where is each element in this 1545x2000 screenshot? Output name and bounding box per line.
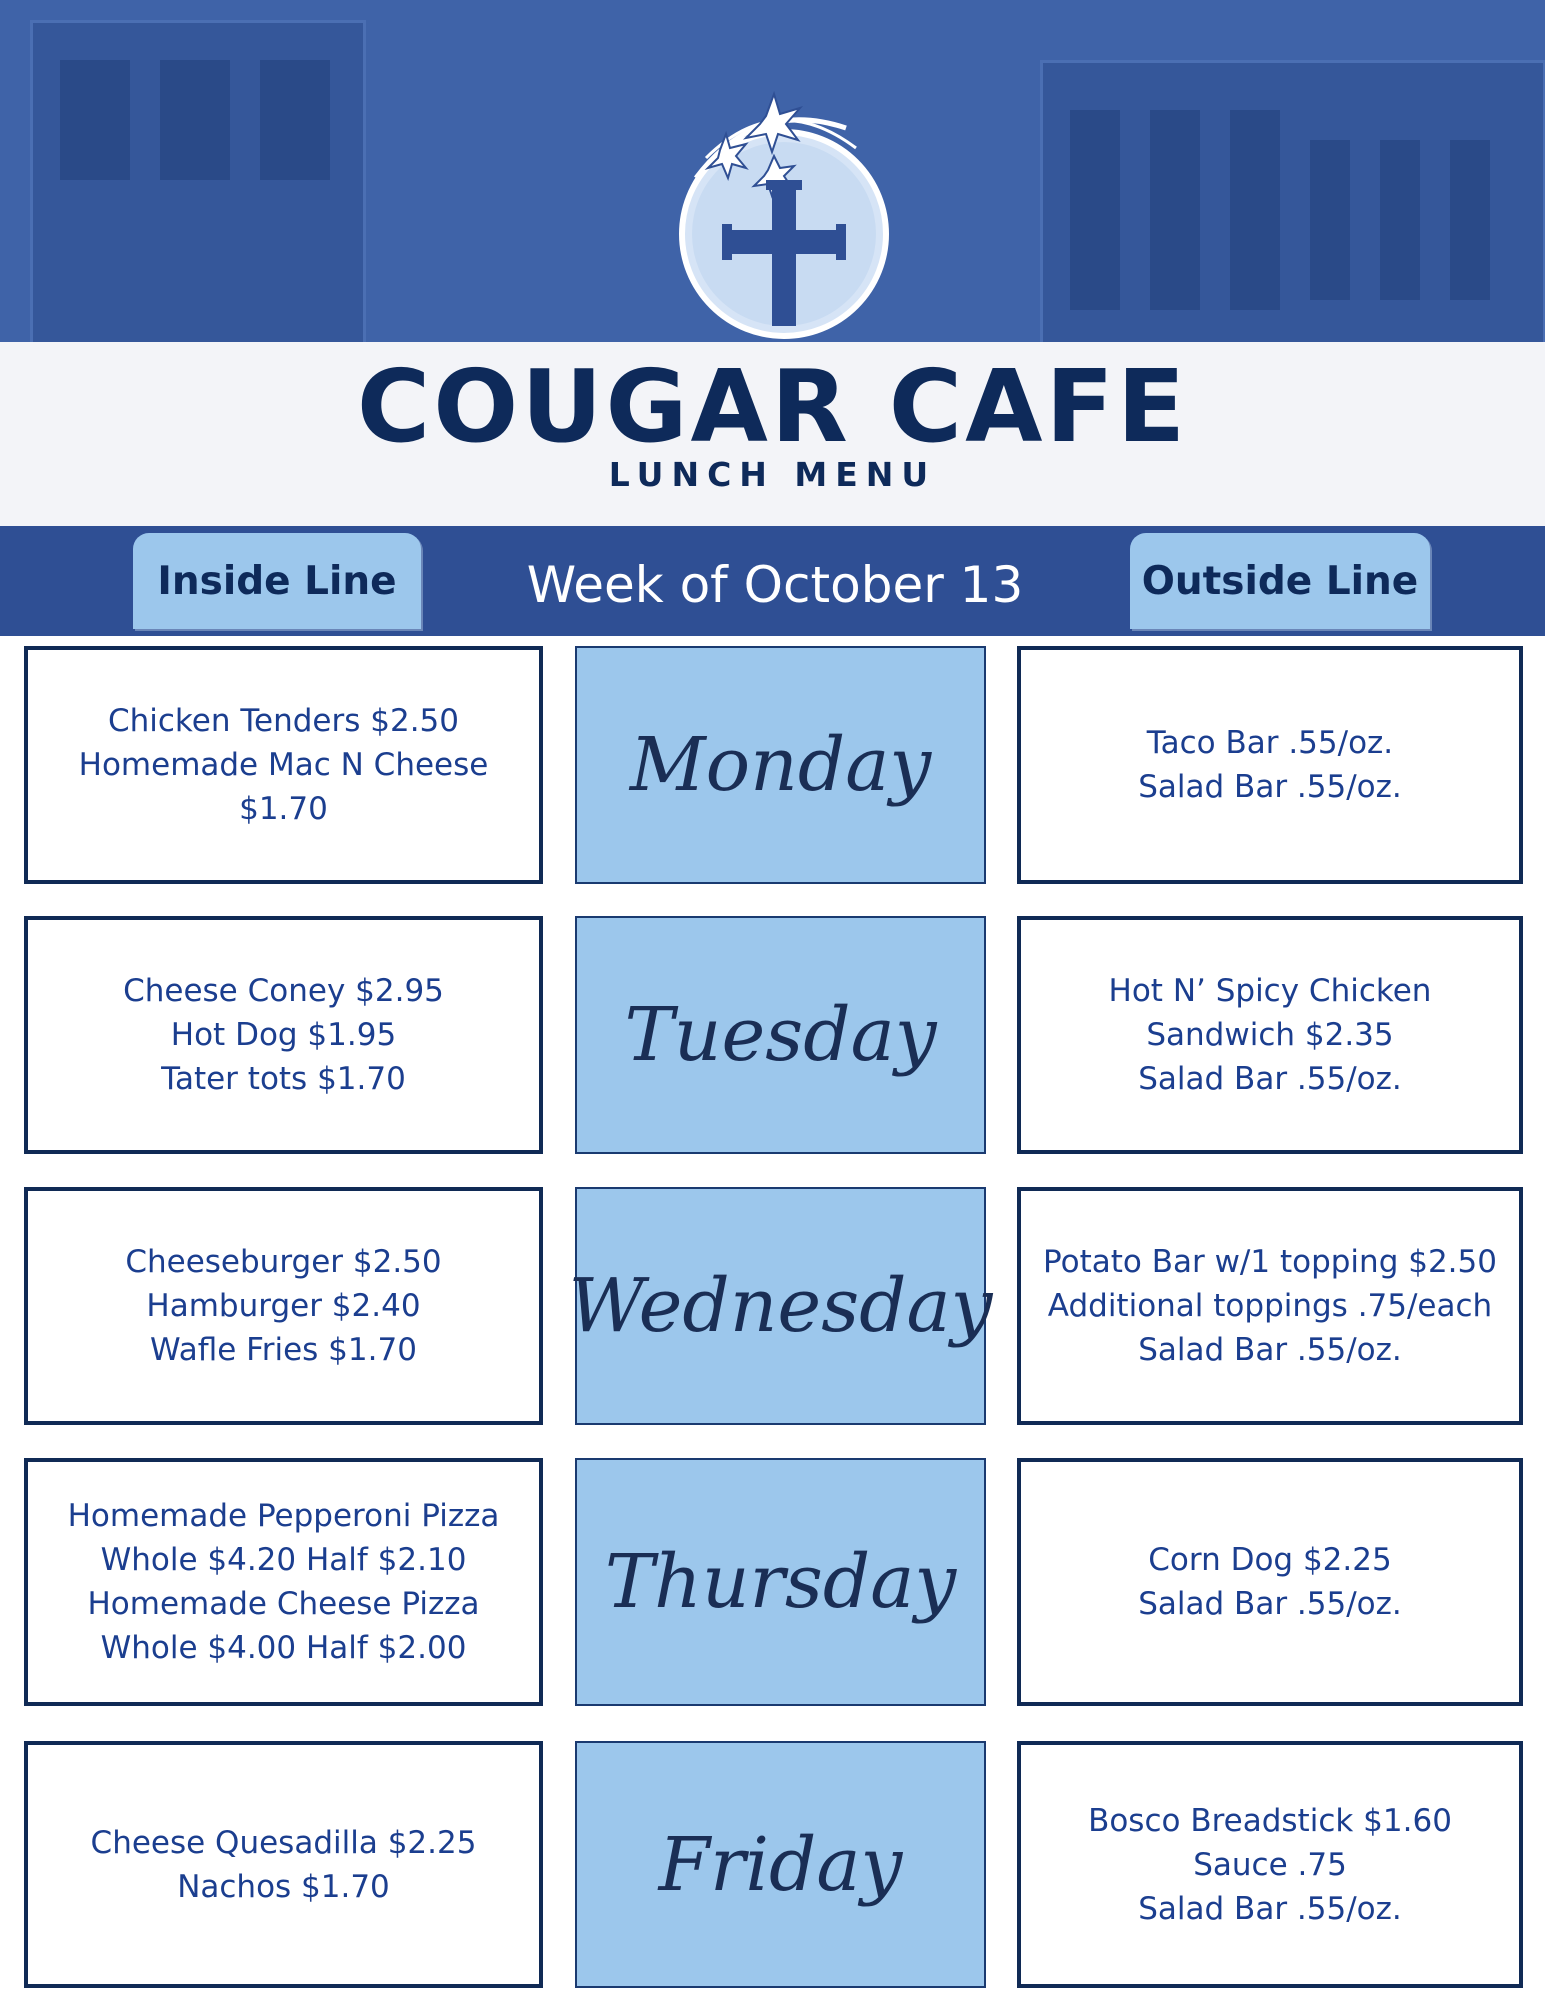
outside-menu-monday: Taco Bar .55/oz. Salad Bar .55/oz. xyxy=(1017,646,1523,884)
inside-menu-monday: Chicken Tenders $2.50 Homemade Mac N Cheese $1.70 xyxy=(24,646,543,884)
building-window xyxy=(1070,110,1120,310)
inside-menu-thursday: Homemade Pepperoni Pizza Whole $4.20 Half $2.10 Homemade Cheese Pizza Whole $4.00 Half $2.00 xyxy=(24,1458,543,1706)
building-window xyxy=(1230,110,1280,310)
day-label-thursday: Thursday xyxy=(575,1458,986,1706)
week-label: Week of October 13 xyxy=(526,556,1024,614)
tab-inside-line: Inside Line xyxy=(133,533,421,629)
day-label-friday: Friday xyxy=(575,1741,986,1988)
outside-menu-friday: Bosco Breadstick $1.60 Sauce .75 Salad Bar .55/oz. xyxy=(1017,1741,1523,1988)
outside-menu-thursday: Corn Dog $2.25 Salad Bar .55/oz. xyxy=(1017,1458,1523,1706)
building-window xyxy=(1380,140,1420,300)
cross-logo-icon xyxy=(656,88,912,344)
inside-menu-friday: Cheese Quesadilla $2.25 Nachos $1.70 xyxy=(24,1741,543,1988)
building-window xyxy=(1150,110,1200,310)
page-title: COUGAR CAFE xyxy=(356,348,1189,465)
tab-outside-line: Outside Line xyxy=(1130,533,1430,629)
building-window xyxy=(260,60,330,180)
building-window xyxy=(1310,140,1350,300)
day-label-tuesday: Tuesday xyxy=(575,916,986,1154)
building-window xyxy=(160,60,230,180)
day-label-monday: Monday xyxy=(575,646,986,884)
outside-menu-wednesday: Potato Bar w/1 topping $2.50 Additional toppings .75/each Salad Bar .55/oz. xyxy=(1017,1187,1523,1425)
building-window xyxy=(1450,140,1490,300)
outside-menu-tuesday: Hot N’ Spicy Chicken Sandwich $2.35 Salad Bar .55/oz. xyxy=(1017,916,1523,1154)
inside-menu-tuesday: Cheese Coney $2.95 Hot Dog $1.95 Tater tots $1.70 xyxy=(24,916,543,1154)
page-subtitle: LUNCH MENU xyxy=(608,455,937,494)
building-window xyxy=(60,60,130,180)
day-label-wednesday: Wednesday xyxy=(575,1187,986,1425)
inside-menu-wednesday: Cheeseburger $2.50 Hamburger $2.40 Wafle Fries $1.70 xyxy=(24,1187,543,1425)
